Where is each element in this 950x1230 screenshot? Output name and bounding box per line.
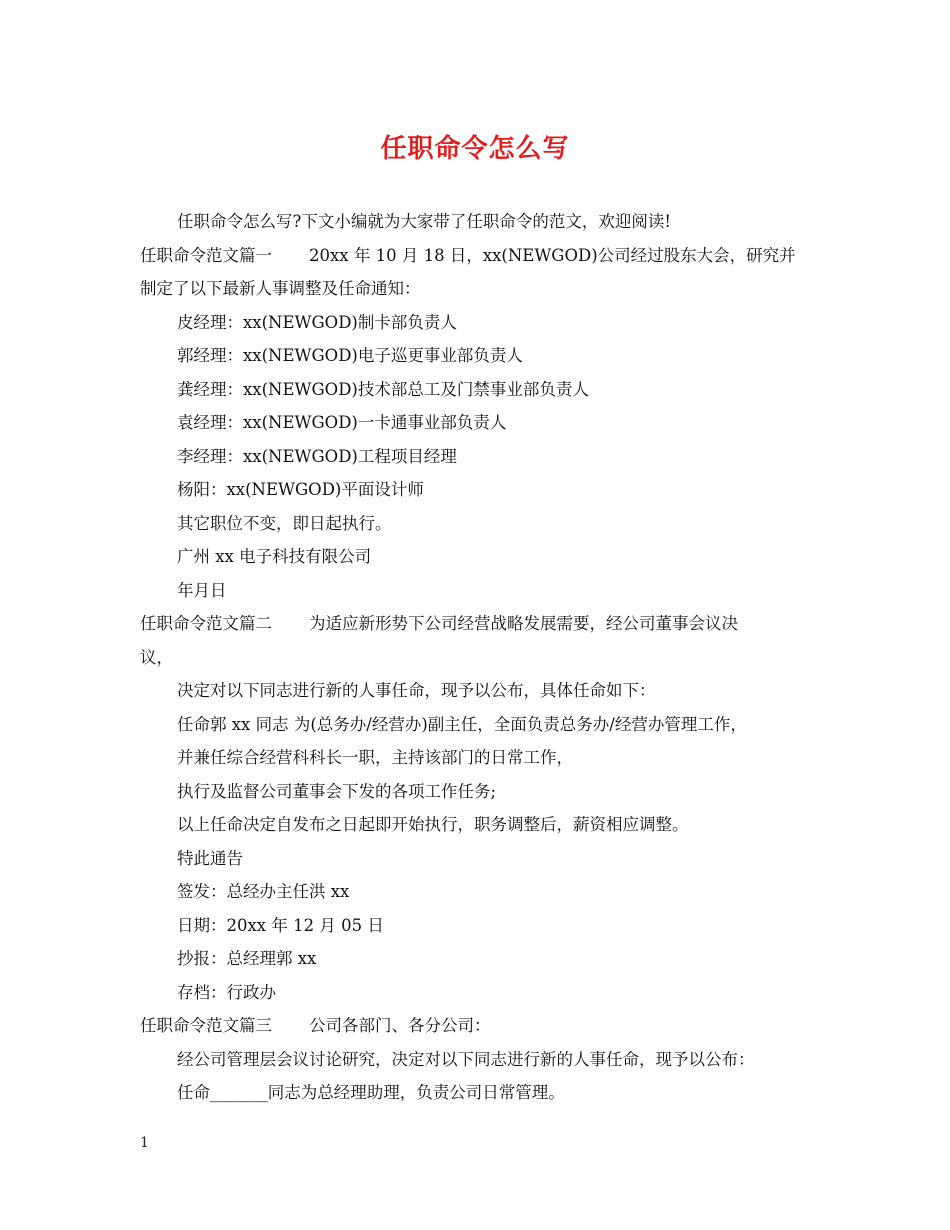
- section1-item: 杨阳：xx(NEWGOD)平面设计师: [177, 480, 424, 499]
- section1-heading-line: [140, 239, 820, 273]
- section2-item: 日期：20xx 年 12 月 05 日: [177, 915, 384, 935]
- section1-item: 其它职位不变，即日起执行。: [177, 513, 392, 533]
- section3-lead: 公司各部门、各分公司：: [309, 1016, 491, 1035]
- section2-item: 任命郭 xx 同志 为(总务办/经营办)副主任，全面负责总务办/经营办管理工作，: [177, 714, 747, 734]
- section1-item: 年月日: [177, 580, 227, 600]
- section1-item: 袁经理：xx(NEWGOD)一卡通事业部负责人: [177, 413, 507, 432]
- section1-item: 龚经理：xx(NEWGOD)技术部总工及门禁事业部负责人: [177, 379, 589, 399]
- section2-heading-line: [140, 607, 820, 641]
- section2-item: 签发：总经办主任洪 xx: [177, 882, 350, 901]
- document-body: [140, 205, 820, 1110]
- section2-lead-cont: 议，: [140, 647, 173, 667]
- section2-item: 特此通告: [177, 848, 243, 868]
- section1-item: 皮经理：xx(NEWGOD)制卡部负责人: [177, 312, 457, 332]
- section2-item: 并兼任综合经营科科长一职，主持该部门的日常工作，: [177, 748, 573, 767]
- section3-item: 任命_______同志为总经理助理，负责公司日常管理。: [177, 1083, 565, 1102]
- section1-lead: 20xx 年 10 月 18 日，xx(NEWGOD)公司经过股东大会，研究并: [309, 245, 796, 265]
- section1-item: 李经理：xx(NEWGOD)工程项目经理: [177, 446, 457, 466]
- section1-item: 郭经理：xx(NEWGOD)电子巡更事业部负责人: [177, 346, 523, 365]
- section3-heading: 任职命令范文篇三: [140, 1016, 272, 1035]
- document-title: 任职命令怎么写: [380, 134, 570, 164]
- section2-item: 存档：行政办: [177, 982, 276, 1002]
- section2-item: 以上任命决定自发布之日起即开始执行，职务调整后，薪资相应调整。: [177, 815, 689, 834]
- section2-item: 决定对以下同志进行新的人事任命，现予以公布，具体任命如下：: [177, 681, 656, 700]
- section2-heading: 任职命令范文篇二: [140, 614, 272, 633]
- intro-paragraph: 任职命令怎么写?下文小编就为大家带了任职命令的范文，欢迎阅读!: [177, 212, 671, 231]
- section3-item: 经公司管理层会议讨论研究，决定对以下同志进行新的人事任命，现予以公布：: [177, 1049, 755, 1069]
- page-number: 1: [140, 1135, 149, 1151]
- section2-lead: 为适应新形势下公司经营战略发展需要，经公司董事会议决: [309, 614, 738, 633]
- section1-lead-cont: 制定了以下最新人事调整及任命通知：: [140, 279, 421, 298]
- section1-heading: 任职命令范文篇一: [140, 245, 272, 265]
- section2-item: 执行及监督公司董事会下发的各项工作任务;: [177, 781, 497, 801]
- section1-item: 广州 xx 电子科技有限公司: [177, 547, 372, 566]
- section3-heading-line: [140, 1009, 820, 1043]
- section2-item: 抄报：总经理郭 xx: [177, 949, 317, 968]
